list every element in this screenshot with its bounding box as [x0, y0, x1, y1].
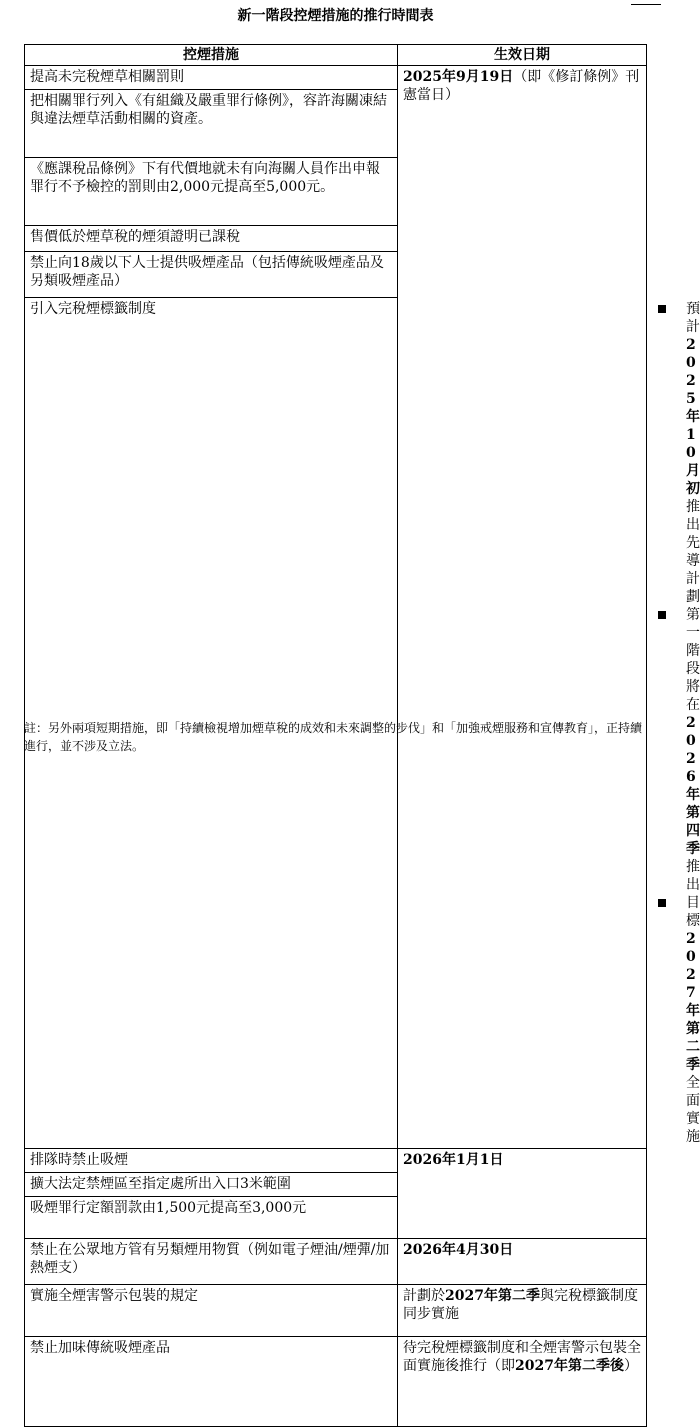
footnote: 註：另外兩項短期措施，即「持續檢視增加煙草稅的成效和未來調整的步伐」和「加強戒煙服務和宣傳教育」，正持續進行，並不涉及立法。 — [24, 721, 643, 753]
date-bold: 2025年9月19日 — [403, 69, 514, 85]
measure-cell: 實施全煙害警示包裝的規定 — [25, 1285, 398, 1337]
measure-cell: 引入完稅煙標籤制度 — [25, 298, 398, 1149]
bullet-text: 推出先導計劃 — [686, 499, 700, 605]
date-cell — [398, 66, 647, 1149]
square-bullet-icon — [658, 305, 666, 313]
table-row — [25, 1285, 647, 1337]
table-row — [25, 66, 647, 90]
square-bullet-icon — [658, 899, 666, 907]
bullet-text: 預計 — [686, 301, 700, 335]
date-cell — [398, 1337, 647, 1427]
measure-cell: 禁止向18歲以下人士提供吸煙產品（包括傳統吸煙產品及另類吸煙產品） — [25, 252, 398, 298]
page-corner-mark — [631, 0, 661, 5]
bullet-bold: 2027年第二季 — [686, 931, 700, 1073]
measure-cell: 《應課稅品條例》下有代價地就未有向海關人員作出申報罪行不予檢控的罰則由2,000元提高至5,000元。 — [25, 158, 398, 226]
table-row — [25, 1239, 647, 1285]
bullet-text: 全面實施 — [686, 1075, 700, 1145]
date-text: （即《修訂條例》刊憲當日） — [403, 69, 640, 103]
header-date: 生效日期 — [398, 45, 647, 66]
bullet-text: 第一階段將在 — [686, 607, 700, 713]
date-text: 與完稅標籤制度同步實施 — [403, 1288, 638, 1322]
measure-cell: 提高未完稅煙草相關罰則 — [25, 66, 398, 90]
bullet-text: 推出 — [686, 859, 700, 893]
date-bold: 2027年第二季後 — [515, 1358, 624, 1374]
date-cell: 2026年1月1日 — [398, 1149, 647, 1239]
date-cell: 2026年4月30日 — [398, 1239, 647, 1285]
bullet-bold: 2026年第四季 — [686, 715, 700, 857]
square-bullet-icon — [658, 611, 666, 619]
page-title: 新一階段控煙措施的推行時間表 — [237, 8, 434, 24]
measure-cell: 吸煙罪行定額罰款由1,500元提高至3,000元 — [25, 1197, 398, 1239]
measure-cell: 禁止加味傳統吸煙產品 — [25, 1337, 398, 1427]
date-text: 計劃於 — [403, 1288, 445, 1304]
list-item — [652, 894, 700, 1146]
table-row — [25, 1149, 647, 1173]
bullet-text: 目標 — [686, 895, 700, 929]
measure-cell: 禁止在公眾地方管有另類煙用物質（例如電子煙油/煙彈/加熱煙支） — [25, 1239, 398, 1285]
date-text: 待完稅煙標籤制度和全煙害警示包裝全面實施後推行（即 — [403, 1340, 641, 1374]
measure-cell: 售價低於煙草稅的煙須證明已課稅 — [25, 226, 398, 252]
list-item — [652, 300, 700, 606]
list-item — [652, 606, 700, 894]
date-text: ） — [623, 1358, 638, 1374]
table-header-row — [25, 45, 647, 66]
bullet-bold: 2025年10月初 — [686, 337, 700, 497]
table-row — [25, 1337, 647, 1427]
measure-cell: 排隊時禁止吸煙 — [25, 1149, 398, 1173]
measure-cell: 擴大法定禁煙區至指定處所出入口3米範圍 — [25, 1173, 398, 1197]
measure-cell: 把相關罪行列入《有組織及嚴重罪行條例》，容許海關凍結與違法煙草活動相關的資產。 — [25, 90, 398, 158]
header-measure: 控煙措施 — [25, 45, 398, 66]
date-cell — [398, 1285, 647, 1337]
date-bold: 2027年第二季 — [445, 1288, 540, 1304]
